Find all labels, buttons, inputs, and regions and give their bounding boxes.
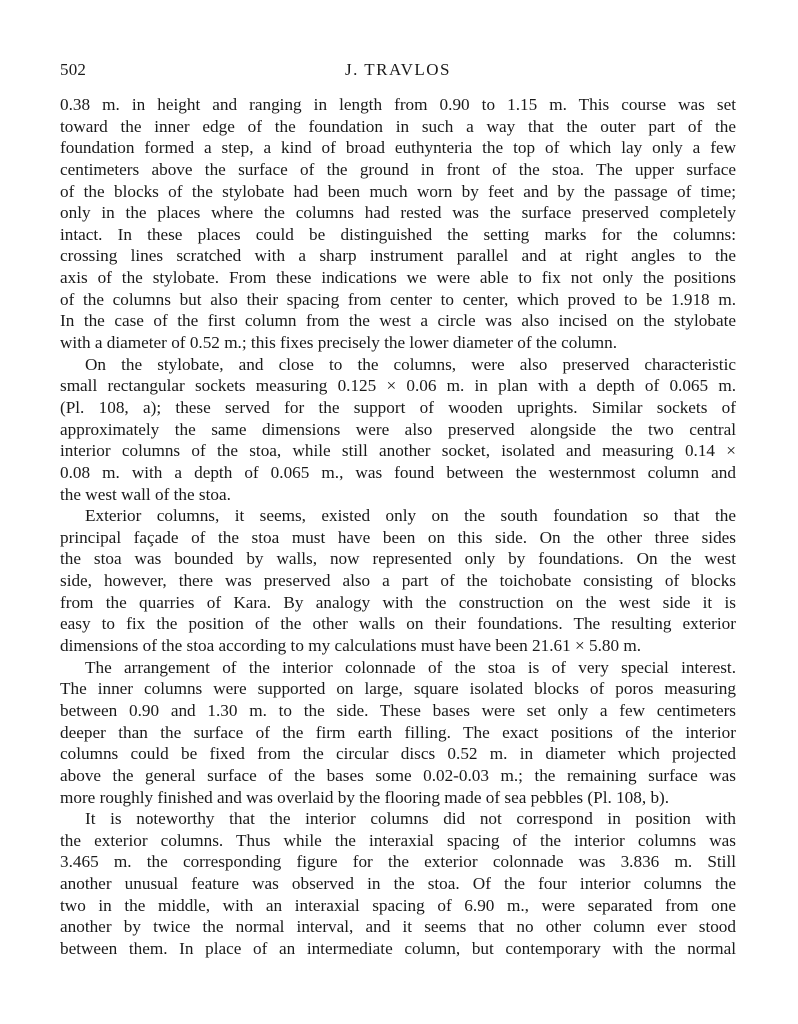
text-line: two in the middle, with an interaxial spacing of 6.90 m., were separated from one [60, 895, 736, 915]
text-line: the west wall of the stoa. [60, 484, 231, 504]
text-line: between them. In place of an intermediate column, but contemporary with the normal [60, 938, 736, 958]
text-line: toward the inner edge of the foundation in such a way that the outer part of the [60, 116, 736, 136]
paragraph [60, 354, 736, 505]
text-line: crossing lines scratched with a sharp instrument parallel and at right angles to the [60, 246, 736, 266]
text-line: another by twice the normal interval, and it seems that no other column ever stood [60, 917, 736, 937]
text-line: easy to fix the position of the other walls on their foundations. The resulting exterior [60, 614, 736, 634]
running-title: J. TRAVLOS [344, 60, 451, 79]
text-line: It is noteworthy that the interior columns did not correspond in position with [85, 809, 736, 829]
text-line: more roughly finished and was overlaid by the flooring made of sea pebbles (Pl. 108, b). [60, 787, 670, 807]
text-line: with a diameter of 0.52 m.; this fixes precisely the lower diameter of the column. [60, 333, 617, 353]
paragraph [60, 94, 736, 354]
text-line: In the case of the first column from the west a circle was also incised on the stylobate [60, 311, 736, 331]
text-line: (Pl. 108, a); these served for the support of wooden uprights. Similar sockets of [60, 397, 736, 417]
text-line: 0.38 m. in height and ranging in length from 0.90 to 1.15 m. This course was set [60, 95, 736, 114]
text-line: intact. In these places could be distinguished the setting marks for the columns: [60, 224, 736, 244]
text-line: only in the places where the columns had rested was the surface preserved completely [60, 203, 736, 223]
text-line: columns could be fixed from the circular discs 0.52 m. in diameter which projected [60, 744, 736, 764]
text-line: interior columns of the stoa, while still another socket, isolated and measuring 0.14 × [60, 441, 736, 461]
text-line: The arrangement of the interior colonnade of the stoa is of very special interest. [85, 657, 736, 677]
page-number: 502 [60, 60, 87, 79]
running-head [60, 60, 736, 84]
text-line: side, however, there was preserved also a part of the toichobate consisting of blocks [60, 571, 736, 591]
paragraph [60, 808, 736, 959]
text-line: from the quarries of Kara. By analogy with the construction on the west side it is [60, 592, 736, 612]
body-text [60, 94, 736, 960]
text-line: small rectangular sockets measuring 0.125 × 0.06 m. in plan with a depth of 0.065 m. [60, 376, 736, 396]
text-line: centimeters above the surface of the ground in front of the stoa. The upper surface [60, 159, 736, 179]
text-line: deeper than the surface of the firm earth filling. The exact positions of the interior [60, 722, 736, 742]
text-line: between 0.90 and 1.30 m. to the side. These bases were set only a few centimeters [60, 700, 736, 720]
text-line: The inner columns were supported on large, square isolated blocks of poros measuring [60, 679, 736, 699]
text-line: dimensions of the stoa according to my calculations must have been 21.61 × 5.80 m. [60, 636, 642, 656]
text-line: Exterior columns, it seems, existed only on the south foundation so that the [85, 506, 736, 526]
text-line: of the blocks of the stylobate had been much worn by feet and by the passage of time; [60, 181, 736, 201]
text-line: 3.465 m. the corresponding figure for the exterior colonnade was 3.836 m. Still [60, 852, 736, 872]
text-line: On the stylobate, and close to the columns, were also preserved characteristic [85, 354, 736, 374]
paragraph [60, 505, 736, 656]
text-line: the stoa was bounded by walls, now represented only by foundations. On the west [60, 549, 736, 569]
text-line: above the general surface of the bases some 0.02-0.03 m.; the remaining surface was [60, 765, 736, 785]
text-line: 0.08 m. with a depth of 0.065 m., was found between the westernmost column and [60, 462, 736, 482]
text-line: approximately the same dimensions were also preserved alongside the two central [60, 419, 736, 439]
text-line: another unusual feature was observed in the stoa. Of the four interior columns the [60, 874, 736, 894]
text-line: foundation formed a step, a kind of broad euthynteria the top of which lay only a few [60, 138, 736, 158]
text-line: the exterior columns. Thus while the interaxial spacing of the interior columns was [60, 830, 736, 850]
text-line: of the columns but also their spacing from center to center, which proved to be 1.918 m. [60, 289, 736, 309]
text-line: principal façade of the stoa must have been on this side. On the other three sides [60, 527, 736, 547]
paragraph [60, 657, 736, 808]
text-line: axis of the stylobate. From these indications we were able to fix not only the positions [60, 268, 736, 288]
